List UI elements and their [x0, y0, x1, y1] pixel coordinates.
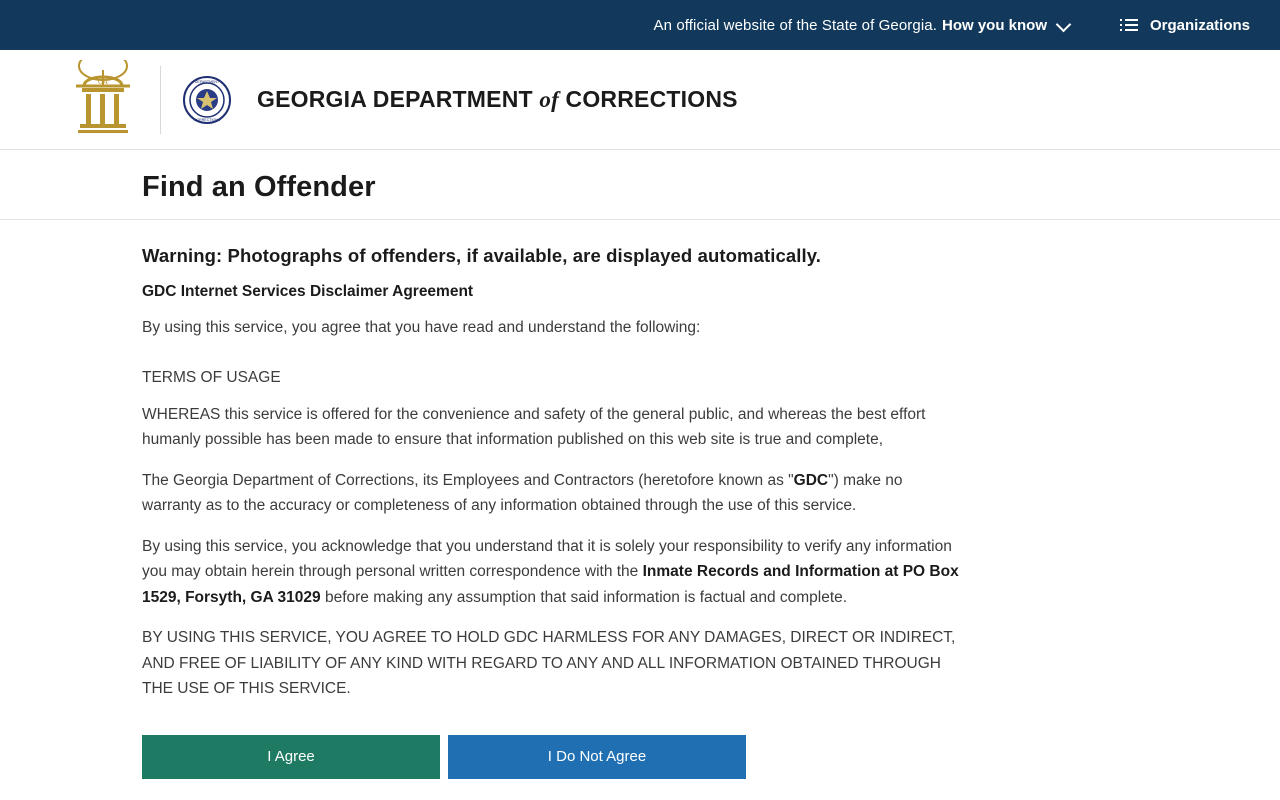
- svg-text:CORRECTIONS: CORRECTIONS: [193, 117, 221, 122]
- svg-text:DEPARTMENT: DEPARTMENT: [194, 79, 220, 84]
- agency-title-part1: GEORGIA DEPARTMENT: [257, 86, 533, 112]
- responsibility-paragraph: [142, 534, 962, 611]
- inmate-records-address: Inmate Records and Information at PO Box 1529, Forsyth, GA 31029: [142, 563, 959, 606]
- agency-title[interactable]: [257, 86, 738, 113]
- warranty-paragraph: [142, 468, 962, 519]
- title-divider: [0, 219, 1280, 220]
- georgia-state-seal-icon[interactable]: [70, 60, 136, 140]
- intro-paragraph: By using this service, you agree that you have read and understand the following:: [142, 319, 701, 336]
- agency-title-italic: of: [539, 87, 559, 112]
- page-title: Find an Offender: [142, 171, 376, 203]
- photo-warning-text: Warning: Photographs of offenders, if available, are displayed automatically.: [142, 245, 821, 266]
- agree-button[interactable]: I Agree: [142, 735, 440, 779]
- header-divider: [160, 66, 161, 134]
- how-you-know-link[interactable]: How you know: [941, 16, 1047, 34]
- page-content: [0, 170, 1280, 779]
- state-banner-inner: [654, 17, 1280, 34]
- disagree-button[interactable]: I Do Not Agree: [448, 735, 746, 779]
- state-banner: [0, 0, 1280, 50]
- site-header: [0, 50, 1280, 150]
- official-website-text: An official website of the State of Georgia.: [653, 16, 937, 34]
- chevron-down-icon[interactable]: [1058, 18, 1072, 32]
- svg-text:GA: GA: [97, 77, 109, 86]
- terms-of-usage-label: TERMS OF USAGE: [142, 368, 281, 386]
- whereas-paragraph: WHEREAS this service is offered for the convenience and safety of the general public, and whereas the best effort humanly possible has been made to ensure that information published on this web site is true and complete,: [142, 405, 926, 448]
- warranty-text-b: ") make no warranty as to the accuracy or completeness of any information obtained through the use of this service.: [142, 471, 903, 514]
- responsibility-text-b: before making any assumption that said information is factual and complete.: [320, 588, 848, 606]
- gdc-abbrev: GDC: [793, 471, 829, 489]
- responsibility-text-a: By using this service, you acknowledge that you understand that it is solely your responsibility to verify any information you may obtain herein through personal written correspondence with the: [142, 537, 952, 580]
- agency-title-part2: CORRECTIONS: [565, 86, 738, 112]
- agreement-button-row: [142, 735, 1280, 779]
- hold-harmless-paragraph: BY USING THIS SERVICE, YOU AGREE TO HOLD GDC HARMLESS FOR ANY DAMAGES, DIRECT OR INDIRECT, AND FREE OF LIABILITY OF ANY KIND WITH REGARD TO ANY AND ALL INFORMATION OBTAINED THROUGH THE USE OF THIS SERVICE.: [142, 629, 956, 697]
- warranty-text-a: The Georgia Department of Corrections, its Employees and Contractors (heretofore known as ": [142, 471, 794, 489]
- organizations-menu[interactable]: [1120, 17, 1250, 34]
- list-icon: [1120, 19, 1138, 32]
- disclaimer-heading: GDC Internet Services Disclaimer Agreement: [142, 283, 474, 300]
- organizations-label: Organizations: [1149, 16, 1250, 34]
- gdc-agency-seal-icon[interactable]: [183, 76, 231, 124]
